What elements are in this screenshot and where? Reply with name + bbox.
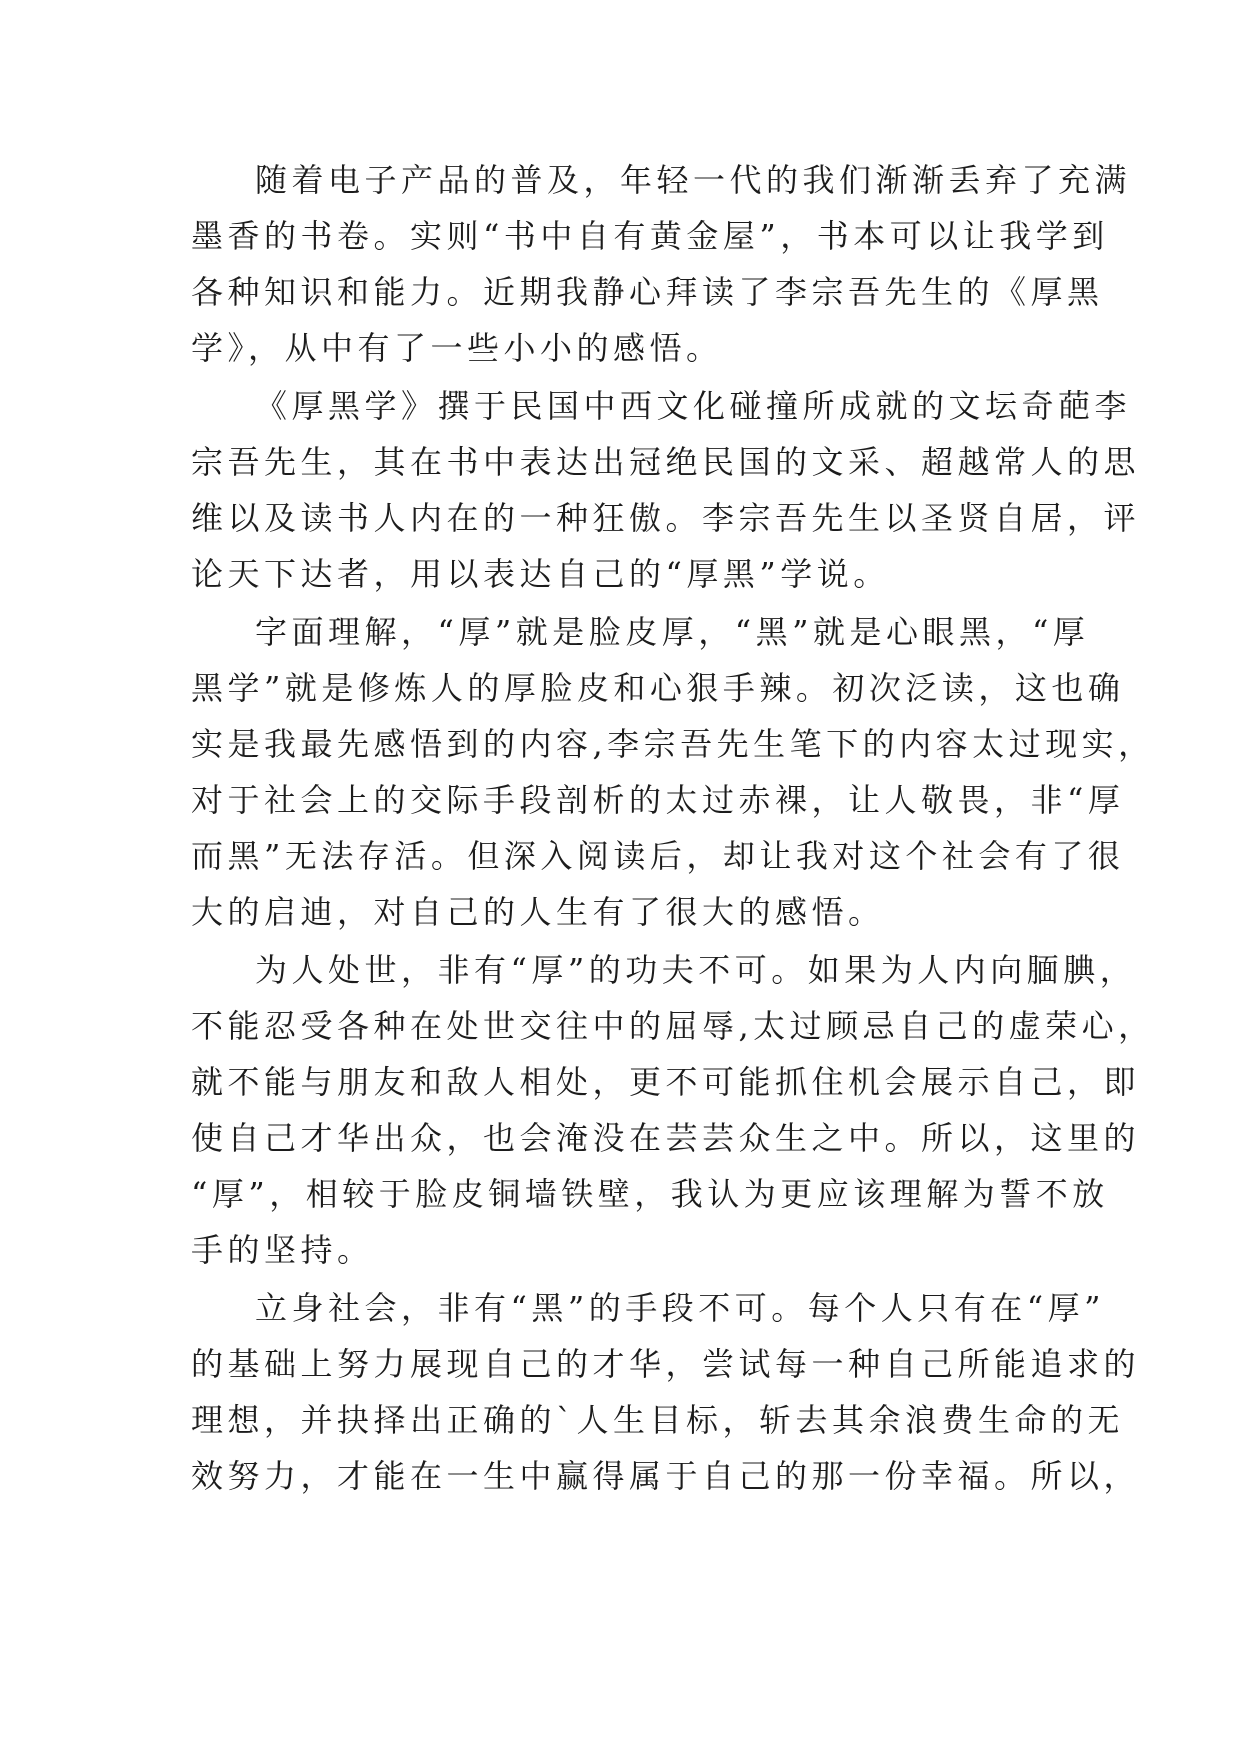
text-line: 学》，从中有了一些小小的感悟。 <box>191 329 723 367</box>
text-line: 手的坚持。 <box>191 1231 374 1269</box>
text-line: 维以及读书人内在的一种狂傲。李宗吾先生以圣贤自居，评 <box>191 499 1141 537</box>
text-line: 不能忍受各种在处世交往中的屈辱,太过顾忌自己的虚荣心， <box>191 1007 1155 1045</box>
text-line: 使自己才华出众，也会淹没在芸芸众生之中。所以，这里的 <box>191 1119 1141 1157</box>
text-line: 随着电子产品的普及，年轻一代的我们渐渐丢弃了充满 <box>255 161 1132 199</box>
text-line: 字面理解，“厚”就是脸皮厚，“黑”就是心眼黑，“厚 <box>255 613 1090 651</box>
text-line: 大的启迪，对自己的人生有了很大的感悟。 <box>191 893 885 931</box>
text-line: 为人处世，非有“厚”的功夫不可。如果为人内向腼腆， <box>255 951 1137 989</box>
text-line: “厚”，相较于脸皮铜墙铁壁，我认为更应该理解为誓不放 <box>191 1175 1109 1213</box>
text-line: 而黑”无法存活。但深入阅读后，却让我对这个社会有了很 <box>191 837 1125 875</box>
text-line: 效努力，才能在一生中赢得属于自己的那一份幸福。所以， <box>191 1457 1141 1495</box>
text-line: 的基础上努力展现自己的才华，尝试每一种自己所能追求的 <box>191 1345 1141 1383</box>
text-line: 就不能与朋友和敌人相处，更不可能抓住机会展示自己，即 <box>191 1063 1141 1101</box>
text-line: 立身社会，非有“黑”的手段不可。每个人只有在“厚” <box>255 1289 1105 1327</box>
text-line: 《厚黑学》撰于民国中西文化碰撞所成就的文坛奇葩李 <box>255 387 1132 425</box>
text-line: 实是我最先感悟到的内容,李宗吾先生笔下的内容太过现实， <box>191 725 1155 763</box>
text-line: 宗吾先生，其在书中表达出冠绝民国的文采、超越常人的思 <box>191 443 1141 481</box>
text-line: 墨香的书卷。实则“书中自有黄金屋”，书本可以让我学到 <box>191 217 1109 255</box>
text-line: 各种知识和能力。近期我静心拜读了李宗吾先生的《厚黑 <box>191 273 1104 311</box>
text-line: 黑学”就是修炼人的厚脸皮和心狠手辣。初次泛读，这也确 <box>191 669 1125 707</box>
text-line: 论天下达者，用以表达自己的“厚黑”学说。 <box>191 555 890 593</box>
text-line: 理想，并抉择出正确的`人生目标，斩去其余浪费生命的无 <box>191 1401 1125 1439</box>
text-line: 对于社会上的交际手段剖析的太过赤裸，让人敬畏，非“厚 <box>191 781 1125 819</box>
